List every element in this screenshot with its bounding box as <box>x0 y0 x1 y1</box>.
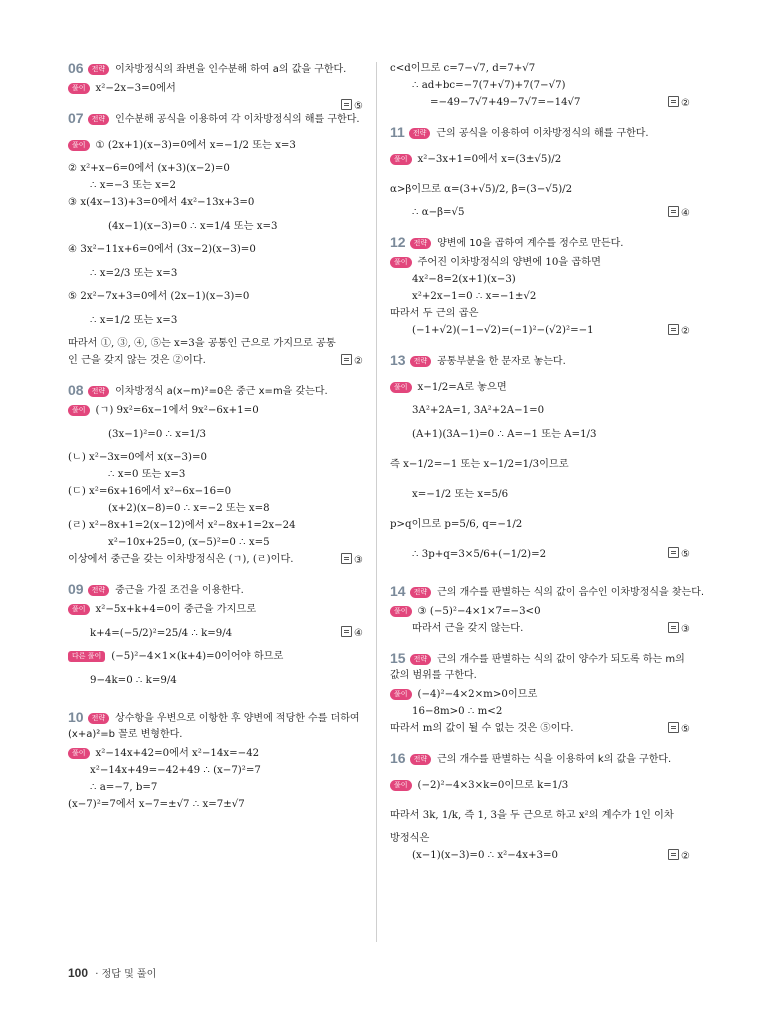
strategy-tag: 전략 <box>410 356 432 367</box>
solution-line <box>390 605 690 619</box>
solution-text: =−49−7√7+49−7√7=−14√7 <box>430 97 581 108</box>
solution-line <box>68 667 363 695</box>
problem-header <box>68 110 363 128</box>
solution-line <box>390 96 690 110</box>
solution-line <box>68 337 363 351</box>
problem-header <box>390 352 690 370</box>
solution-text: ⑤ 2x²−7x+3=0에서 (2x−1)(x−3)=0 <box>68 291 250 302</box>
strategy-tag: 전략 <box>410 587 432 598</box>
solution-text: 방정식은 <box>390 833 430 844</box>
answer-mark <box>341 354 363 369</box>
problem-number: 11 <box>390 124 405 140</box>
solution-line <box>68 781 363 795</box>
strategy-tag: 전략 <box>88 114 110 125</box>
solution-line <box>68 553 363 567</box>
strategy-text: 상수항을 우변으로 이항한 후 양변에 적당한 수를 더하여 (x+a)²=b 꼴로 변형한다. <box>68 713 360 740</box>
solution-line <box>68 451 363 465</box>
answer-icon <box>668 324 679 335</box>
answer-value: ⑤ <box>354 101 363 112</box>
strategy-tag: 전략 <box>410 238 432 249</box>
solution-tag: 풀이 <box>68 83 90 94</box>
solution-line <box>390 62 690 76</box>
solution-text: 9−4k=0 ∴ k=9/4 <box>90 675 177 686</box>
problem-number: 07 <box>68 110 84 126</box>
solution-text: (−5)²−4×1×(k+4)=0이어야 하므로 <box>111 651 284 662</box>
problem-header <box>68 60 363 78</box>
solution-line <box>68 179 363 193</box>
solution-text: ∴ a=−7, b=7 <box>90 782 158 793</box>
solution-tag: 풀이 <box>390 780 412 791</box>
strategy-text: 근의 개수를 판별하는 식의 값이 음수인 이차방정식을 찾는다. <box>437 587 705 598</box>
solution-line <box>68 213 363 241</box>
answer-mark <box>668 96 690 111</box>
left-column <box>68 60 363 826</box>
solution-tag: 풀이 <box>390 154 412 165</box>
solution-text: (ㄷ) x²=6x+16에서 x²−6x−16=0 <box>68 486 232 497</box>
problem-number: 10 <box>68 709 84 725</box>
solution-line <box>390 705 690 719</box>
solution-line <box>390 273 690 287</box>
answer-icon <box>668 722 679 733</box>
solution-line <box>68 798 363 812</box>
answer-value: ② <box>354 356 363 367</box>
solution-line <box>390 176 690 204</box>
solution-line <box>390 421 690 449</box>
solution-line <box>68 603 363 617</box>
solution-line <box>390 79 690 93</box>
solution-text: ∴ x=1/2 또는 x=3 <box>90 315 178 326</box>
strategy-text: 양변에 10을 곱하여 계수를 정수로 만든다. <box>437 238 624 249</box>
problem-block <box>390 352 690 569</box>
solution-text: x²−14x+42=0에서 x²−14x=−42 <box>95 748 260 759</box>
solution-tag: 풀이 <box>390 382 412 393</box>
problem-header <box>390 124 690 142</box>
solution-tag: 풀이 <box>68 748 90 759</box>
answer-mark <box>668 324 690 339</box>
problem-number: 13 <box>390 352 406 368</box>
solution-text: ② x²+x−6=0에서 (x+3)(x−2)=0 <box>68 163 230 174</box>
solution-text: 3A²+2A=1, 3A²+2A−1=0 <box>412 405 545 416</box>
problem-number: 08 <box>68 382 84 398</box>
solution-text: c<d이므로 c=7−√7, d=7+√7 <box>390 63 536 74</box>
strategy-tag: 전략 <box>88 386 110 397</box>
solution-text: 따라서 m의 값이 될 수 없는 것은 ⑤이다. <box>390 723 574 734</box>
answer-mark <box>668 622 690 637</box>
solution-text: α>β이므로 α=(3+√5)/2, β=(3−√5)/2 <box>390 184 573 195</box>
solution-text: 따라서 3k, 1/k, 즉 1, 3을 두 근으로 하고 x²의 계수가 1인 이차 <box>390 810 674 821</box>
answer-value: ③ <box>681 624 690 635</box>
page-footer <box>68 965 156 980</box>
answer-mark <box>668 541 690 569</box>
strategy-text: 인수분해 공식을 이용하여 각 이차방정식의 해를 구한다. <box>115 114 360 125</box>
problem-block <box>390 583 705 636</box>
solution-text: (3x−1)²=0 ∴ x=1/3 <box>108 429 206 440</box>
solution-text: ∴ 3p+q=3×5/6+(−1/2)=2 <box>412 549 547 560</box>
solution-text: ∴ x=2/3 또는 x=3 <box>90 268 178 279</box>
strategy-text: 근의 개수를 판별하는 식의 값이 양수가 되도록 하는 m의 값의 범위를 구한다. <box>390 654 685 681</box>
solution-line <box>390 206 690 220</box>
solution-text: (A+1)(3A−1)=0 ∴ A=−1 또는 A=1/3 <box>412 429 597 440</box>
solution-text: ∴ α−β=√5 <box>412 207 465 218</box>
answer-icon <box>668 622 679 633</box>
answer-icon <box>668 206 679 217</box>
answer-icon <box>341 553 352 564</box>
answer-value: ② <box>681 326 690 337</box>
answer-value: ⑤ <box>681 549 690 560</box>
solution-text: (ㄱ) 9x²=6x−1에서 9x²−6x+1=0 <box>95 405 259 416</box>
answer-icon <box>341 626 352 637</box>
solution-tag: 풀이 <box>390 257 412 268</box>
solution-text: x²−3x+1=0에서 x=(3±√5)/2 <box>417 154 562 165</box>
solution-line <box>390 802 690 830</box>
strategy-text: 이차방정식 a(x−m)²=0은 중근 x=m을 갖는다. <box>115 386 328 397</box>
solution-text: 16−8m>0 ∴ m<2 <box>412 706 503 717</box>
strategy-text: 공통부분을 한 문자로 놓는다. <box>437 356 566 367</box>
answer-value: ③ <box>354 555 363 566</box>
alt-solution-tag: 다른 풀이 <box>68 651 105 662</box>
strategy-text: 근의 개수를 판별하는 식을 이용하여 k의 값을 구한다. <box>437 754 672 765</box>
solution-line <box>68 307 363 335</box>
problem-number: 14 <box>390 583 406 599</box>
solution-line <box>68 519 363 533</box>
problem-header <box>68 709 363 743</box>
solution-line <box>390 722 690 736</box>
answer-value: ④ <box>354 628 363 639</box>
solution-text: (−2)²−4×3×k=0이므로 k=1/3 <box>417 780 569 791</box>
solution-text: (ㄹ) x²−8x+1=2(x−12)에서 x²−8x+1=2x−24 <box>68 520 296 531</box>
solution-line <box>68 620 363 648</box>
answer-icon <box>668 96 679 107</box>
solution-text: (−1+√2)(−1−√2)=(−1)²−(√2)²=−1 <box>412 325 594 336</box>
problem-block <box>390 750 690 863</box>
solution-line <box>390 511 690 539</box>
solution-text: x²−14x+49=−42+49 ∴ (x−7)²=7 <box>90 765 261 776</box>
solution-text: ① (2x+1)(x−3)=0에서 x=−1/2 또는 x=3 <box>95 140 296 151</box>
solution-line <box>390 324 690 338</box>
solution-text: (ㄴ) x²−3x=0에서 x(x−3)=0 <box>68 452 208 463</box>
column-divider <box>376 62 377 942</box>
strategy-tag: 전략 <box>410 754 432 765</box>
answer-mark <box>341 553 363 568</box>
problem-number: 12 <box>390 234 406 250</box>
answer-mark <box>668 849 690 864</box>
answer-icon <box>668 547 679 558</box>
solution-text: x²−10x+25=0, (x−5)²=0 ∴ x=5 <box>108 537 270 548</box>
answer-icon <box>668 849 679 860</box>
solution-text: x²+2x−1=0 ∴ x=−1±√2 <box>412 291 537 302</box>
solution-line <box>68 290 363 304</box>
solution-text: (x−1)(x−3)=0 ∴ x²−4x+3=0 <box>412 850 559 861</box>
solution-text: 4x²−8=2(x+1)(x−3) <box>412 274 516 285</box>
solution-text: p>q이므로 p=5/6, q=−1/2 <box>390 519 523 530</box>
solution-line <box>68 764 363 778</box>
strategy-tag: 전략 <box>88 713 110 724</box>
solution-tag: 풀이 <box>390 689 412 700</box>
solution-text: x−1/2=A로 놓으면 <box>417 382 507 393</box>
page-section: · 정답 및 풀이 <box>95 969 157 980</box>
problem-number: 06 <box>68 60 84 76</box>
solution-text: (x−7)²=7에서 x−7=±√7 ∴ x=7±√7 <box>68 799 245 810</box>
problem-header <box>390 750 690 768</box>
right-column <box>390 60 705 877</box>
solution-line <box>390 256 690 270</box>
solution-line <box>68 196 363 210</box>
solution-text: (−4)²−4×2×m>0이므로 <box>417 689 538 700</box>
problem-block <box>68 581 363 695</box>
solution-line <box>68 132 363 160</box>
answer-icon <box>341 354 352 365</box>
problem-block <box>68 110 363 368</box>
strategy-text: 이차방정식의 좌변을 인수분해 하여 a의 값을 구한다. <box>115 64 347 75</box>
answer-mark <box>341 620 363 648</box>
solution-line <box>68 650 363 664</box>
solution-line <box>68 162 363 176</box>
problem-block <box>68 60 363 112</box>
solution-text: x²−2x−3=0에서 <box>95 83 176 94</box>
problem-header <box>68 382 363 400</box>
solution-text: k+4=(−5/2)²=25/4 ∴ k=9/4 <box>90 628 233 639</box>
problem-header <box>390 650 690 684</box>
solution-text: ④ 3x²−11x+6=0에서 (3x−2)(x−3)=0 <box>68 244 256 255</box>
answer-value: ② <box>681 98 690 109</box>
solution-text: 즉 x−1/2=−1 또는 x−1/2=1/3이므로 <box>390 459 569 470</box>
solution-line <box>390 374 690 402</box>
solution-text: (4x−1)(x−3)=0 ∴ x=1/4 또는 x=3 <box>108 221 278 232</box>
solution-line <box>68 354 363 368</box>
solution-line <box>68 404 363 418</box>
problem-number: 09 <box>68 581 84 597</box>
solution-line <box>68 421 363 449</box>
solution-tag: 풀이 <box>68 405 90 416</box>
solution-line <box>390 290 690 304</box>
solution-tag: 풀이 <box>390 606 412 617</box>
strategy-tag: 전략 <box>410 654 432 665</box>
solution-line <box>68 485 363 499</box>
strategy-tag: 전략 <box>409 128 431 139</box>
solution-text: ③ x(4x−13)+3=0에서 4x²−13x+3=0 <box>68 197 255 208</box>
solution-line <box>68 747 363 761</box>
solution-text: ∴ x=−3 또는 x=2 <box>90 180 176 191</box>
problem-block <box>68 709 363 812</box>
solution-text: ③ (−5)²−4×1×7=−3<0 <box>417 606 541 617</box>
solution-text: x²−5x+k+4=0이 중근을 가지므로 <box>95 604 257 615</box>
problem-number: 15 <box>390 650 406 666</box>
problem-block <box>390 234 690 338</box>
strategy-tag: 전략 <box>88 64 110 75</box>
problem-block <box>390 650 690 736</box>
answer-value: ④ <box>681 208 690 219</box>
solution-text: 이상에서 중근을 갖는 이차방정식은 (ㄱ), (ㄹ)이다. <box>68 554 294 565</box>
solution-tag: 풀이 <box>68 140 90 151</box>
solution-line <box>390 307 690 321</box>
solution-line <box>390 772 690 800</box>
answer-value: ② <box>681 851 690 862</box>
problem-block <box>390 62 690 110</box>
solution-text: 따라서 ①, ③, ④, ⑤는 x=3을 공통인 근으로 가지므로 공통 <box>68 338 336 349</box>
solution-line <box>68 260 363 288</box>
solution-text: ∴ ad+bc=−7(7+√7)+7(7−√7) <box>412 80 566 91</box>
problem-header <box>390 583 705 601</box>
solution-text: 따라서 두 근의 곱은 <box>390 308 479 319</box>
answer-icon <box>341 99 352 110</box>
solution-line <box>68 536 363 550</box>
strategy-text: 근의 공식을 이용하여 이차방정식의 해를 구한다. <box>436 128 649 139</box>
solution-line <box>390 849 690 863</box>
answer-value: ⑤ <box>681 724 690 735</box>
solution-line <box>68 243 363 257</box>
problem-block <box>68 382 363 567</box>
solution-line <box>390 451 690 479</box>
solution-line <box>390 541 690 569</box>
strategy-tag: 전략 <box>88 585 110 596</box>
answer-mark <box>668 206 690 221</box>
problem-block <box>390 124 690 220</box>
solution-line <box>68 82 363 96</box>
solution-line <box>68 468 363 482</box>
solution-line <box>390 481 690 509</box>
solution-line <box>390 404 690 418</box>
solution-line <box>390 832 690 846</box>
problem-header <box>390 234 690 252</box>
solution-line <box>390 688 690 702</box>
strategy-text: 중근을 가질 조건을 이용한다. <box>115 585 244 596</box>
answer-mark <box>668 722 690 737</box>
solution-text: 주어진 이차방정식의 양변에 10을 곱하면 <box>417 257 601 268</box>
solution-line <box>68 502 363 516</box>
solution-line <box>390 146 690 174</box>
solution-text: ∴ x=0 또는 x=3 <box>108 469 186 480</box>
problem-header <box>68 581 363 599</box>
problem-number: 16 <box>390 750 406 766</box>
solution-text: 따라서 근을 갖지 않는다. <box>412 623 524 634</box>
solution-text: 인 근을 갖지 않는 것은 ②이다. <box>68 355 206 366</box>
page-number: 100 <box>68 966 89 980</box>
solution-tag: 풀이 <box>68 604 90 615</box>
solution-text: (x+2)(x−8)=0 ∴ x=−2 또는 x=8 <box>108 503 270 514</box>
solution-text: x=−1/2 또는 x=5/6 <box>412 489 509 500</box>
solution-line <box>390 622 690 636</box>
